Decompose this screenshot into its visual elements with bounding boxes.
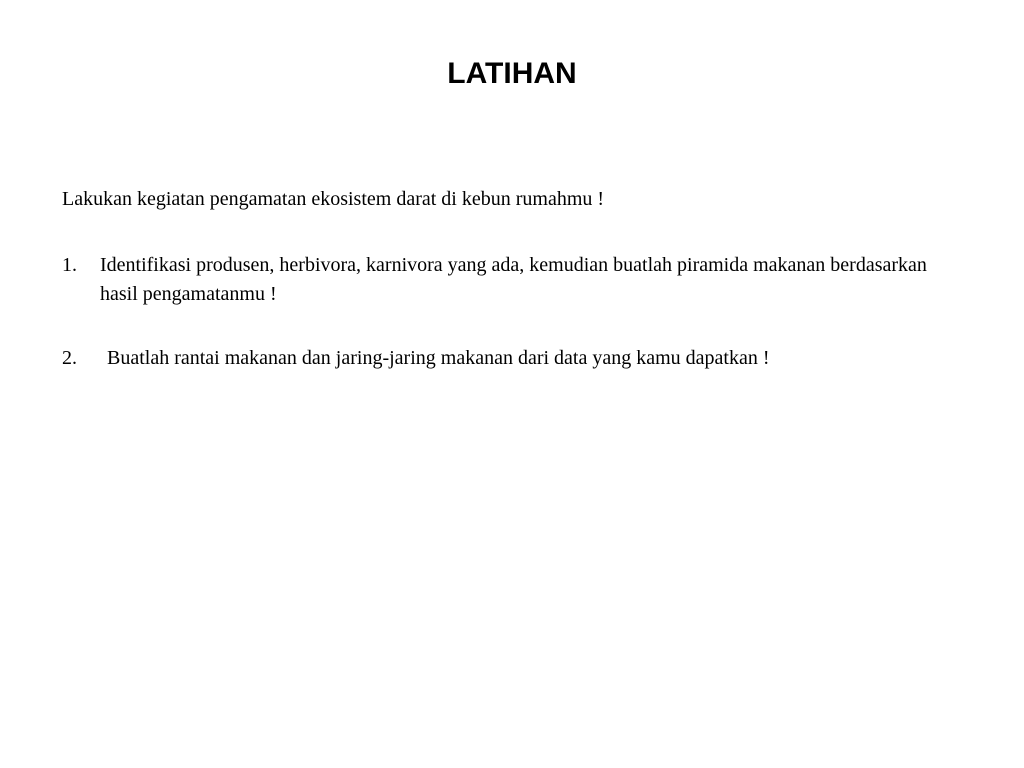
list-item-text: Buatlah rantai makanan dan jaring-jaring makanan dari data yang kamu dapatkan ! xyxy=(107,347,770,369)
instruction-text: Lakukan kegiatan pengamatan ekosistem darat di kebun rumahmu ! xyxy=(62,188,605,210)
list-item-number: 2. xyxy=(62,347,77,369)
slide-title: LATIHAN xyxy=(447,57,577,90)
list-item-text: Identifikasi produsen, herbivora, karnivora yang ada, kemudian buatlah piramida makanan berdasarkan hasil pengamatanmu ! xyxy=(100,254,927,305)
list-item-number: 1. xyxy=(62,254,77,276)
